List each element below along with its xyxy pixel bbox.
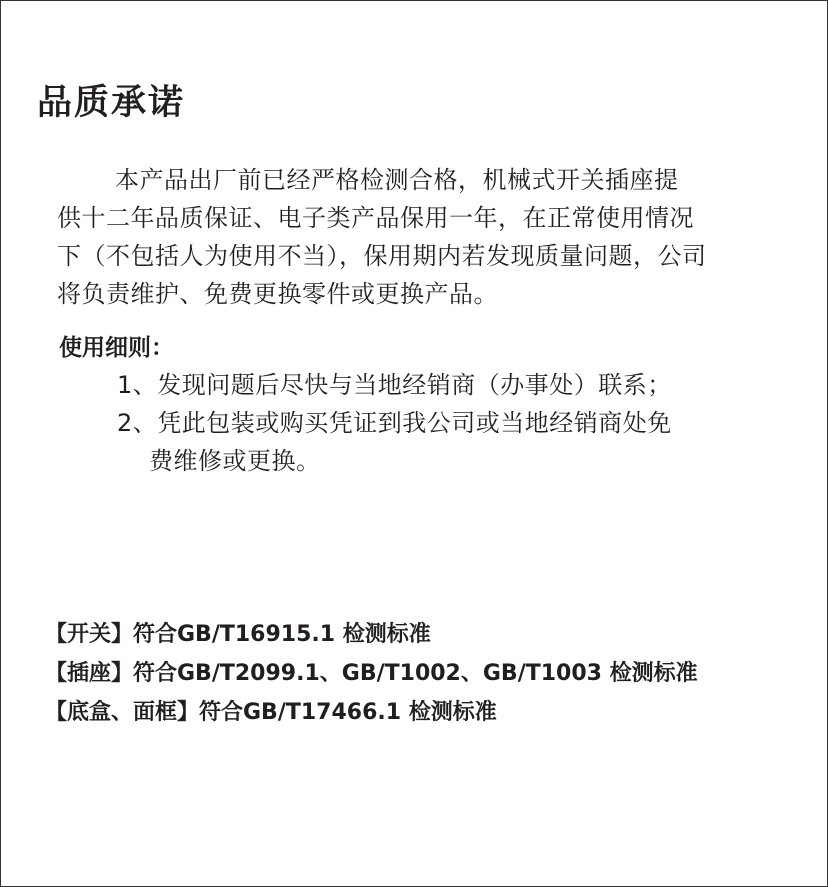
quality-promise-paragraph xyxy=(57,161,777,313)
standards-list xyxy=(45,615,698,732)
standard-socket: 【插座】符合GB/T2099.1、GB/T1002、GB/T1003 检测标准 xyxy=(45,661,698,686)
standard-box-frame: 【底盒、面框】符合GB/T17466.1 检测标准 xyxy=(45,700,497,725)
rule-item: 1、发现问题后尽快与当地经销商（办事处）联系； xyxy=(117,371,672,399)
rules-list xyxy=(117,366,672,480)
promise-line: 将负责维护、免费更换零件或更换产品。 xyxy=(57,280,498,308)
standard-switch: 【开关】符合GB/T16915.1 检测标准 xyxy=(45,622,431,647)
promise-line: 本产品出厂前已经严格检测合格，机械式开关插座提 xyxy=(115,166,679,194)
promise-line: 供十二年品质保证、电子类产品保用一年，在正常使用情况 xyxy=(57,204,694,232)
rule-item-continuation: 费维修或更换。 xyxy=(149,447,321,475)
promise-line: 下（不包括人为使用不当），保用期内若发现质量问题，公司 xyxy=(57,242,707,270)
page-title: 品质承诺 xyxy=(37,83,186,123)
rules-heading: 使用细则： xyxy=(59,335,174,361)
rule-item: 2、凭此包装或购买凭证到我公司或当地经销商处免 xyxy=(117,409,672,437)
